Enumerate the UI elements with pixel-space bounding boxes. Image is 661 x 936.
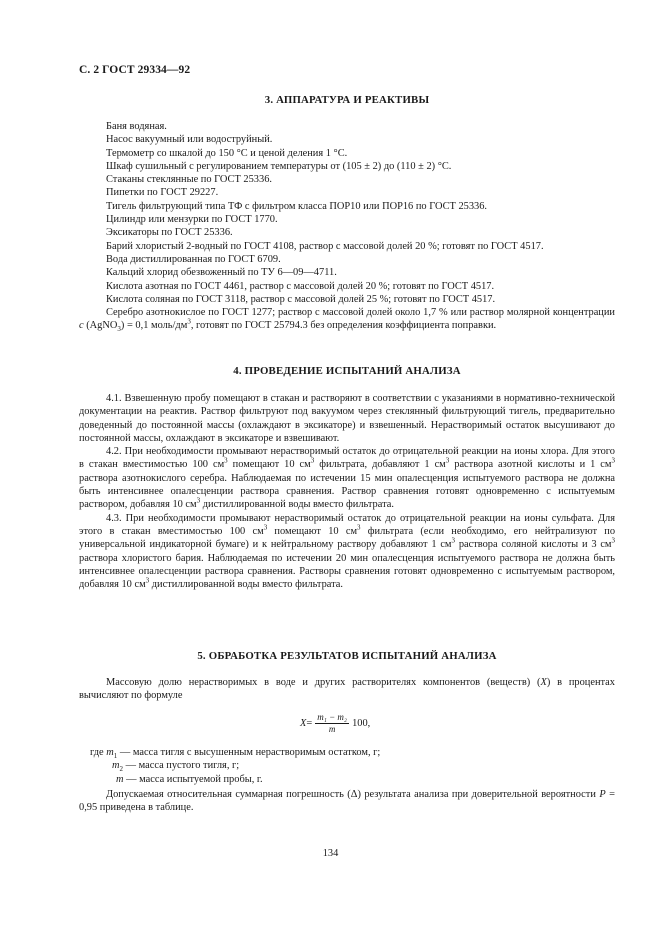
- silver-nitrate-item: Серебро азотнокислое по ГОСТ 1277; раствор с массовой долей около 1,7 % или раствор молярной концентрации c (AgNO$_3$) = 0,1 моль/$дм^3$, готовят по ГОСТ 25794.3 без определения коэффициента поправки.: [79, 307, 615, 334]
- legend-text: — масса испытуемой пробы, г.: [123, 773, 263, 785]
- legend-prefix: где: [90, 747, 107, 758]
- reagent-item: Вода дистиллированная по ГОСТ 6709.: [106, 253, 281, 265]
- page-header: С. 2 ГОСТ 29334—92: [79, 64, 191, 76]
- section-4-body: [79, 392, 615, 591]
- page-number: 134: [322, 848, 339, 859]
- legend-row: [79, 773, 615, 786]
- formula-denominator: m: [328, 724, 336, 734]
- paragraph-4-1: 4.1. Взвешенную пробу помещают в стакан и растворяют в соответствии с указаниями в нормативно-технической документации на реактив. Раствор фильтруют под вакуумом через стеклянный фильтрующий тигель, предварительно доведенный до постоянной массы (охлаждают в эксикаторе) и взвешенный. Нерастворимый остаток высушивают до постоянной массы, охлаждают в эксикаторе и взвешивают.: [79, 393, 615, 444]
- reagent-item: Стаканы стеклянные по ГОСТ 25336.: [106, 174, 272, 186]
- reagent-item: Термометр со шкалой до 150 °С и ценой деления 1 °С.: [106, 147, 348, 159]
- reagent-item: Тигель фильтрующий типа ТФ с фильтром класса ПОР10 или ПОР16 по ГОСТ 25336.: [106, 200, 488, 212]
- reagent-item: Цилиндр или мензурки по ГОСТ 1770.: [106, 214, 278, 226]
- legend-row: [79, 759, 615, 772]
- formula: [300, 712, 370, 735]
- section-3-title: 3. АППАРАТУРА И РЕАКТИВЫ: [264, 94, 430, 106]
- section-4-title: 4. ПРОВЕДЕНИЕ ИСПЫТАНИЙ АНАЛИЗА: [233, 365, 461, 377]
- legend-symbol: m: [112, 760, 120, 772]
- section-5-title: 5. ОБРАБОТКА РЕЗУЛЬТАТОВ ИСПЫТАНИЙ АНАЛИЗА: [197, 650, 497, 662]
- legend-symbol: m: [116, 773, 124, 785]
- legend-text: — масса тигля с высушенным нерастворимым остатком, г;: [117, 747, 381, 758]
- formula-legend: [79, 746, 615, 786]
- error-paragraph: Допускаемая относительная суммарная погрешность (Δ) результата анализа при доверительной вероятности P = 0,95 приведена в таблице.: [79, 789, 615, 814]
- section-5-final: [79, 788, 615, 815]
- reagent-item: Кальций хлорид обезвоженный по ТУ 6—09—4711.: [106, 267, 337, 279]
- reagent-item: Шкаф сушильный с регулированием температуры от (105 ± 2) до (110 ± 2) °С.: [106, 160, 452, 172]
- legend-row: [79, 746, 615, 759]
- formula-rhs: 100,: [352, 718, 371, 729]
- formula-fraction: [315, 712, 349, 735]
- legend-text: — масса пустого тигля, г;: [123, 760, 240, 772]
- paragraph-4-2: 4.2. При необходимости промывают нерастворимый остаток до отрицательной реакции на ионы хлора. Для этого в стакан вместимостью 100 $см^3$ помещают 10 $см^3$ фильтрата, добавляют 1 $см^3$ раствора азотной кислоты и 1 $см^3$ раствора азотнокислого серебра. Наблюдаемая по истечении 15 мин опалесценция испытуемого раствора не должна быть интенсивнее опалесценции раствора сравнения. Раствор сравнения готовят одновременно с испытуемым раствором, добавляя 10 $см^3$ дистиллированной воды вместо фильтрата.: [79, 446, 615, 511]
- reagent-item: Пипетки по ГОСТ 29227.: [106, 187, 219, 199]
- legend-subscript: 1: [113, 752, 118, 761]
- section-3-body: [79, 120, 615, 333]
- formula-numerator: m₁ − m₂: [317, 712, 348, 722]
- reagent-item: Барий хлористый 2-водный по ГОСТ 4108, раствор с массовой долей 20 %; готовят по ГОСТ 4517.: [106, 240, 544, 252]
- legend-symbol: m: [106, 747, 114, 758]
- formula-equals: =: [306, 718, 313, 729]
- formula-lhs: X: [300, 718, 307, 729]
- reagent-item: Кислота соляная по ГОСТ 3118, раствор с массовой долей 25 %; готовят по ГОСТ 4517.: [106, 293, 496, 305]
- formula-intro: Массовую долю нерастворимых в воде и других растворителях компонентов (веществ) (X) в процентах вычисляют по формуле: [79, 677, 615, 702]
- legend-subscript: 2: [119, 765, 124, 774]
- paragraph-4-3: 4.3. При необходимости промывают нерастворимый остаток до отрицательной реакции на ионы сульфата. Для этого в стакан вместимостью 100 $см^3$ помещают 10 $см^3$ фильтрата (если необходимо, его нейтрализуют по универсальной индикаторной бумаге) и к нейтральному раствору добавляют 1 $см^3$ раствора соляной кислоты и 3 $см^3$ раствора хлористого бария. Наблюдаемая по истечении 20 мин опалесценция испытуемого раствора не должна быть интенсивнее опалесценции раствора сравнения. Растворы сравнения готовят одновременно с испытуемым раствором, добавляя 10 $см^3$ дистиллированной воды вместо фильтрата.: [79, 512, 616, 591]
- section-5-intro: [79, 676, 615, 703]
- reagent-item: Насос вакуумный или водоструйный.: [106, 134, 273, 146]
- reagent-item: Кислота азотная по ГОСТ 4461, раствор с массовой долей 20 %; готовят по ГОСТ 4517.: [106, 280, 495, 292]
- reagent-item: Баня водяная.: [106, 121, 167, 132]
- reagent-item: Эксикаторы по ГОСТ 25336.: [106, 227, 233, 239]
